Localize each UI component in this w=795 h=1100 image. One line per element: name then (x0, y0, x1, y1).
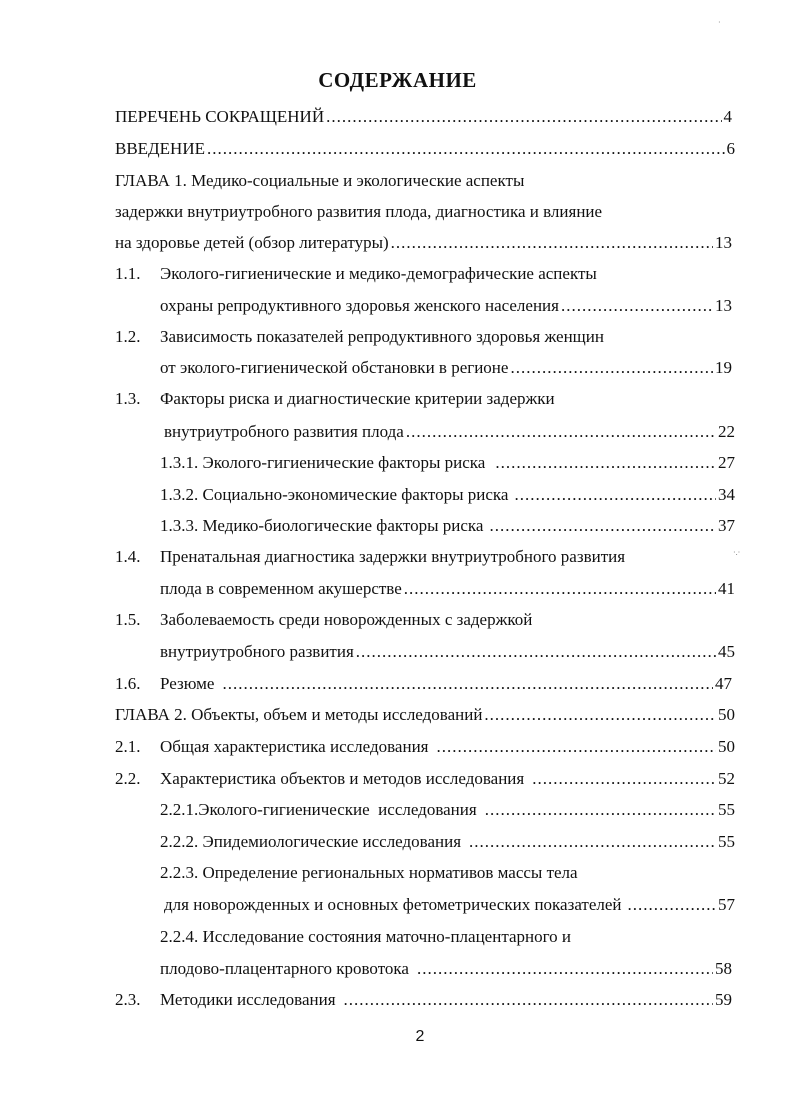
toc-entry-text: Резюме (160, 674, 215, 693)
toc-entry-2-2-1[interactable] (160, 797, 735, 823)
toc-entry-2-3[interactable] (160, 987, 732, 1013)
toc-entry-chapter-1-line-2[interactable]: задержки внутриутробного развития плода, диагностика и влияние (115, 202, 603, 221)
dot-leader (417, 956, 713, 982)
toc-entry-text: плода в современном акушерстве (160, 579, 402, 598)
toc-page-number: 4 (723, 107, 732, 126)
toc-page-number: 22 (718, 422, 735, 441)
toc-entry-1-3-2[interactable] (160, 482, 735, 508)
toc-page-number: 59 (715, 990, 732, 1009)
toc-entry-1-2[interactable] (160, 355, 732, 381)
toc-page-number: 50 (718, 705, 735, 724)
dot-leader (404, 576, 716, 602)
toc-entry-chapter-1-line-1[interactable]: ГЛАВА 1. Медико-социальные и экологические аспекты (115, 171, 525, 190)
toc-page-number: 55 (718, 832, 735, 851)
section-number: 2.3. (115, 990, 141, 1009)
toc-entry-text: 1.3.3. Медико-биологические факторы риска (160, 516, 484, 535)
toc-entry-text: 2.2.2. Эпидемиологические исследования (160, 832, 462, 851)
section-number: 1.5. (115, 610, 141, 629)
toc-page-number: 55 (718, 800, 735, 819)
dot-leader (391, 230, 713, 256)
dot-leader (469, 829, 716, 855)
toc-page-number: 52 (718, 769, 735, 788)
toc-entry-2-2-4-line-1[interactable]: 2.2.4. Исследование состояния маточно-плацентарного и (160, 927, 572, 946)
scan-speck: ·.· (733, 548, 741, 557)
dot-leader (484, 702, 716, 728)
dot-leader (628, 892, 716, 918)
toc-page-number: 34 (718, 485, 735, 504)
dot-leader (406, 419, 716, 445)
toc-entry-1-5-line-1[interactable]: Заболеваемость среди новорожденных с задержкой (160, 610, 533, 629)
toc-page-number: 50 (718, 737, 735, 756)
toc-entry-text: охраны репродуктивного здоровья женского населения (160, 296, 559, 315)
dot-leader (436, 734, 716, 760)
dot-leader (344, 987, 713, 1013)
toc-entry-abbreviations[interactable] (115, 104, 732, 130)
toc-entry-2-2[interactable] (160, 766, 735, 792)
section-number: 1.6. (115, 674, 141, 693)
toc-page-number: 19 (715, 358, 732, 377)
toc-entry-1-4[interactable] (160, 576, 735, 602)
toc-entry-2-1[interactable] (160, 734, 735, 760)
toc-entry-1-2-line-1[interactable]: Зависимость показателей репродуктивного здоровья женщин (160, 327, 604, 346)
section-number: 1.1. (115, 264, 141, 283)
toc-entry-1-6[interactable] (160, 671, 732, 697)
dot-leader (561, 293, 713, 319)
toc-entry-1-3-1[interactable] (160, 450, 735, 476)
toc-entry-1-4-line-1[interactable]: Пренатальная диагностика задержки внутриутробного развития (160, 547, 626, 566)
toc-page-number: 6 (726, 139, 735, 158)
toc-entry-1-1-line-1[interactable]: Эколого-гигиенические и медико-демографические аспекты (160, 264, 597, 283)
dot-leader (514, 482, 716, 508)
toc-entry-1-3[interactable] (164, 419, 735, 445)
toc-entry-1-3-line-1[interactable]: Факторы риска и диагностические критерии задержки (160, 389, 555, 408)
toc-entry-text: 1.3.1. Эколого-гигиенические факторы риска (160, 453, 486, 472)
toc-entry-1-1[interactable] (160, 293, 732, 319)
toc-entry-1-5[interactable] (160, 639, 735, 665)
toc-page-number: 47 (715, 674, 732, 693)
dot-leader (532, 766, 716, 792)
dot-leader (510, 355, 713, 381)
dot-leader (222, 671, 713, 697)
toc-entry-text: ВВЕДЕНИЕ (115, 139, 205, 158)
toc-entry-text: 2.2.1.Эколого-гигиенические исследования (160, 800, 477, 819)
section-number: 2.2. (115, 769, 141, 788)
toc-entry-text: Общая характеристика исследования (160, 737, 429, 756)
toc-page-number: 37 (718, 516, 735, 535)
toc-entry-text: ГЛАВА 2. Объекты, объем и методы исследований (115, 705, 483, 724)
toc-entry-text: внутриутробного развития (160, 642, 354, 661)
section-number: 1.4. (115, 547, 141, 566)
toc-entry-2-2-4[interactable] (160, 956, 732, 982)
toc-entry-text: Характеристика объектов и методов исследования (160, 769, 525, 788)
dot-leader (489, 513, 716, 539)
dot-leader (485, 797, 716, 823)
toc-page-number: 58 (715, 959, 732, 978)
toc-entry-2-2-2[interactable] (160, 829, 735, 855)
page-number: 2 (415, 1028, 425, 1045)
page-title: СОДЕРЖАНИЕ (318, 68, 477, 92)
toc-page-number: 13 (715, 296, 732, 315)
toc-entry-text: на здоровье детей (обзор литературы) (115, 233, 389, 252)
toc-entry-text: Методики исследования (160, 990, 336, 1009)
toc-entry-text: 1.3.2. Социально-экономические факторы риска (160, 485, 509, 504)
section-number: 1.3. (115, 389, 141, 408)
toc-entry-text: для новорожденных и основных фетометрических показателей (164, 895, 622, 914)
toc-entry-text: ПЕРЕЧЕНЬ СОКРАЩЕНИЙ (115, 107, 325, 126)
toc-page-number: 57 (718, 895, 735, 914)
toc-entry-chapter-1[interactable] (115, 230, 732, 256)
scan-speck: · (718, 18, 721, 27)
toc-entry-chapter-2[interactable] (115, 702, 735, 728)
dot-leader (495, 450, 716, 476)
toc-page-number: 45 (718, 642, 735, 661)
dot-leader (356, 639, 716, 665)
toc-page-number: 13 (715, 233, 732, 252)
dot-leader (326, 104, 721, 130)
toc-entry-2-2-3-line-1[interactable]: 2.2.3. Определение региональных нормативов массы тела (160, 863, 578, 882)
section-number: 2.1. (115, 737, 141, 756)
toc-page-number: 41 (718, 579, 735, 598)
section-number: 1.2. (115, 327, 141, 346)
toc-page-number: 27 (718, 453, 735, 472)
toc-entry-text: плодово-плацентарного кровотока (160, 959, 409, 978)
toc-entry-text: от эколого-гигиенической обстановки в регионе (160, 358, 509, 377)
toc-entry-text: внутриутробного развития плода (164, 422, 404, 441)
dot-leader (207, 136, 725, 162)
toc-entry-introduction[interactable] (115, 136, 735, 162)
toc-entry-2-2-3[interactable] (164, 892, 735, 918)
toc-entry-1-3-3[interactable] (160, 513, 735, 539)
